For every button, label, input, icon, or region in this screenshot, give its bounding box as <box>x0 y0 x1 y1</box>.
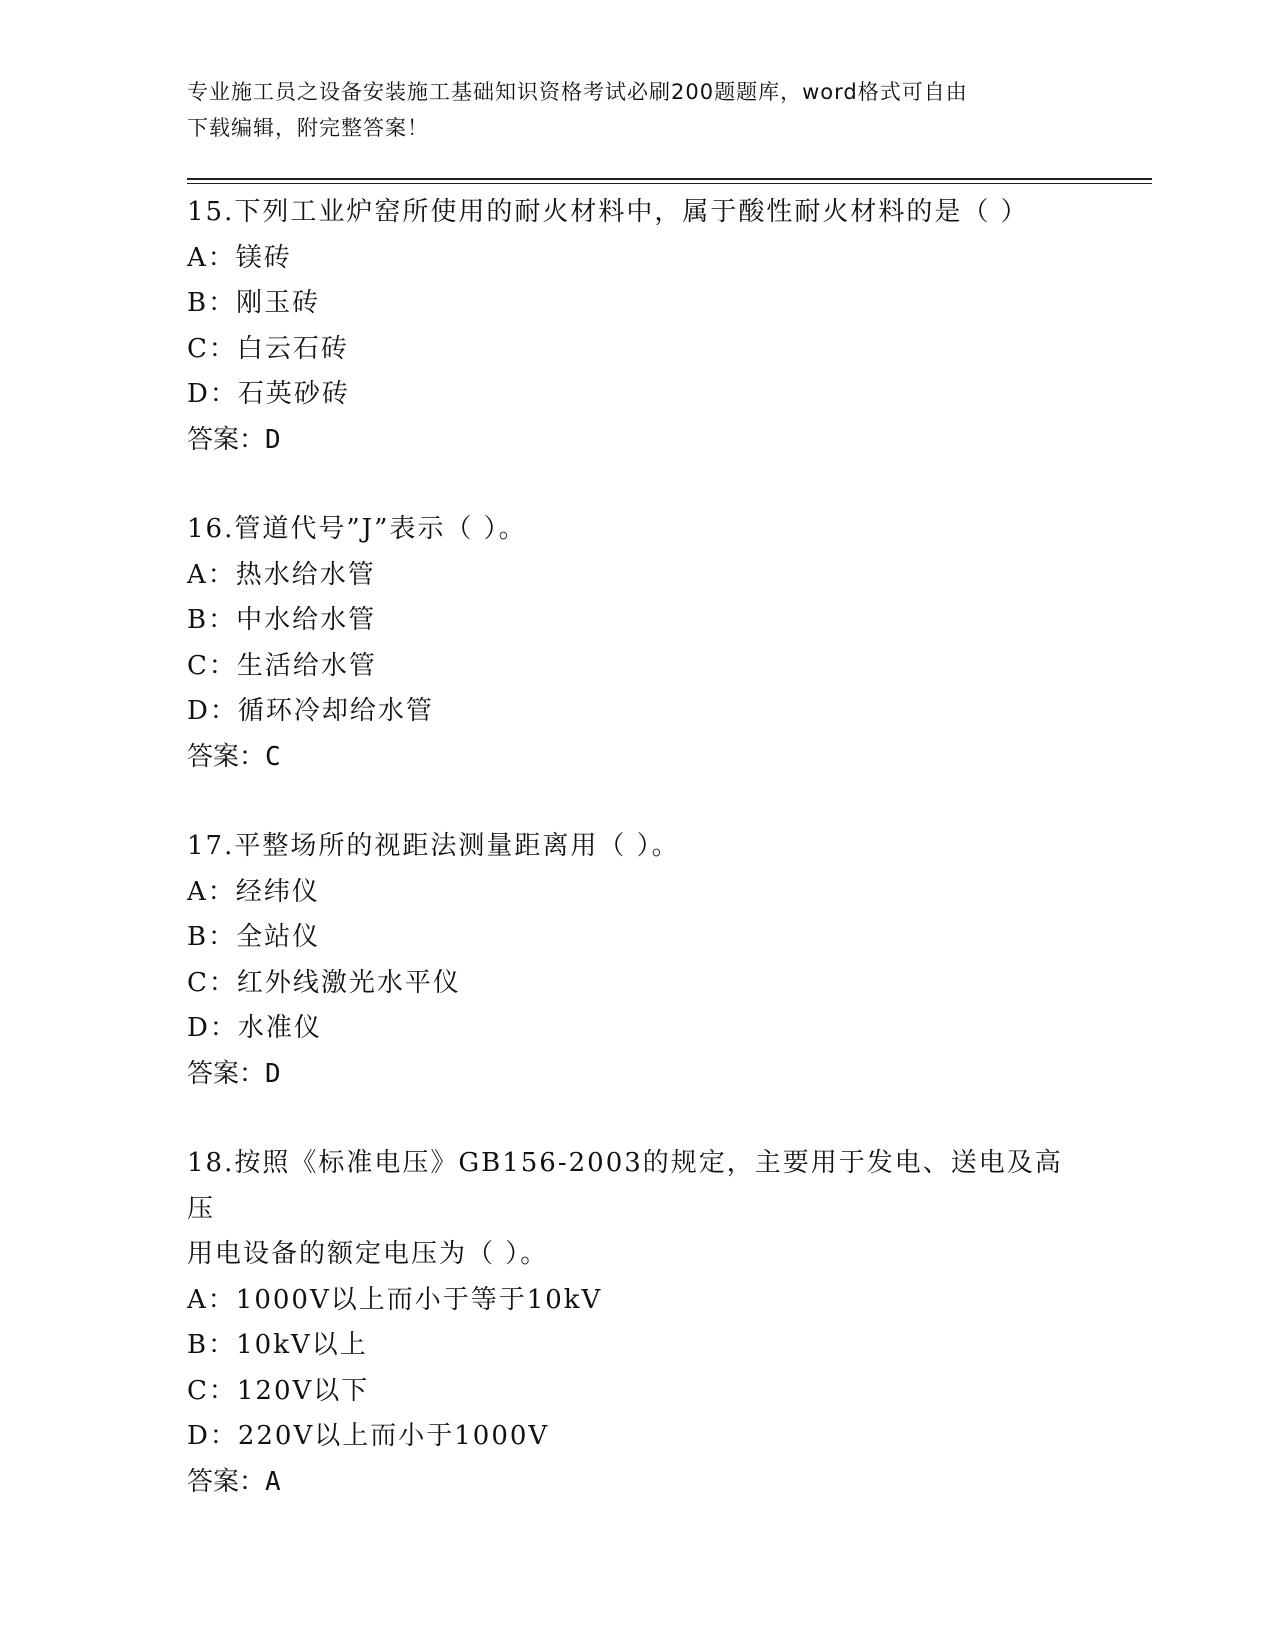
question-stem-continued: 用电设备的额定电压为（ ）。 <box>187 1239 549 1269</box>
option-a: A：热水给水管 <box>187 559 376 590</box>
answer-line <box>187 1052 1087 1098</box>
option-b: B：刚玉砖 <box>187 288 321 318</box>
option-c: C：红外线激光水平仪 <box>187 967 461 998</box>
header-divider-top <box>187 178 1152 180</box>
option-b: B：中水给水管 <box>187 605 377 635</box>
option-a: A：镁砖 <box>187 242 292 273</box>
option-d: D：水准仪 <box>187 1013 322 1043</box>
answer-value: D <box>265 424 281 455</box>
option-c: C：120V以下 <box>187 1375 370 1406</box>
header-divider-bottom <box>187 183 1152 184</box>
question-stem: 15.下列工业炉窑所使用的耐火材料中，属于酸性耐火材料的是（ ） <box>187 197 1029 227</box>
question-16 <box>187 507 1087 780</box>
document-header <box>187 74 1067 146</box>
answer-label: 答案： <box>187 424 266 455</box>
option-c: C：白云石砖 <box>187 333 349 364</box>
option-d: D：石英砂砖 <box>187 379 350 409</box>
question-15 <box>187 190 1087 463</box>
answer-label: 答案： <box>187 1058 266 1089</box>
answer-value: D <box>265 1058 281 1089</box>
option-d: D：循环冷却给水管 <box>187 696 434 726</box>
answer-line <box>187 418 1087 464</box>
answer-label: 答案： <box>187 1466 266 1497</box>
answer-line <box>187 1460 1087 1506</box>
option-d: D：220V以上而小于1000V <box>187 1421 550 1451</box>
question-stem: 18.按照《标准电压》GB156-2003的规定，主要用于发电、送电及高压 <box>187 1148 1063 1224</box>
header-line-1: 专业施工员之设备安装施工基础知识资格考试必刷200题题库，word格式可自由 <box>187 80 968 104</box>
answer-value: A <box>265 1466 281 1497</box>
option-a: A：1000V以上而小于等于10kV <box>187 1284 603 1315</box>
option-c: C：生活给水管 <box>187 650 377 681</box>
question-18 <box>187 1141 1087 1505</box>
question-17 <box>187 824 1087 1097</box>
question-stem: 16.管道代号”J”表示（ ）。 <box>187 514 527 544</box>
option-a: A：经纬仪 <box>187 876 320 907</box>
option-b: B：全站仪 <box>187 922 321 952</box>
answer-label: 答案： <box>187 741 266 772</box>
header-line-2: 下载编辑，附完整答案！ <box>187 116 429 140</box>
option-b: B：10kV以上 <box>187 1330 368 1360</box>
question-stem: 17.平整场所的视距法测量距离用（ ）。 <box>187 831 680 861</box>
answer-line <box>187 735 1087 781</box>
question-list <box>187 190 1087 1549</box>
answer-value: C <box>265 741 281 772</box>
